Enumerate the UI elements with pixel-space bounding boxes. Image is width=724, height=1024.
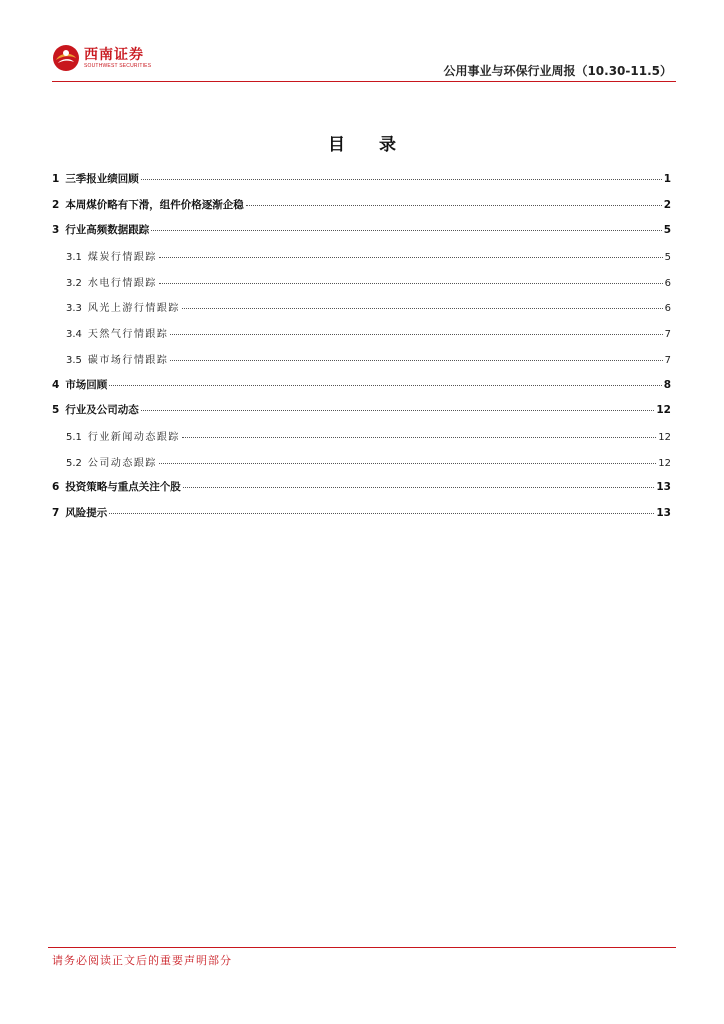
toc-dot-leader	[141, 179, 662, 180]
toc-item-number: 5.1	[66, 431, 82, 443]
toc-item[interactable]	[52, 479, 671, 505]
toc-item-page-number: 5	[663, 224, 671, 237]
toc-item-number: 3.1	[66, 252, 82, 264]
toc-item[interactable]	[52, 197, 671, 223]
toc-dot-leader	[170, 360, 662, 361]
toc-item-page-number: 7	[664, 354, 671, 366]
toc-item-page-number: 1	[663, 173, 671, 185]
toc-item-number: 3.4	[66, 329, 82, 341]
toc-item[interactable]	[52, 248, 671, 274]
toc-dot-leader	[159, 463, 656, 464]
toc-item-number: 1	[52, 173, 60, 185]
toc-item-title: 碳市场行情跟踪	[87, 354, 169, 366]
toc-item[interactable]	[52, 377, 671, 403]
company-logo	[52, 44, 151, 72]
toc-item-number: 3.3	[66, 303, 82, 315]
toc-item-number: 2	[52, 198, 60, 211]
toc-item-title: 风光上游行情跟踪	[87, 303, 180, 315]
toc-dot-leader	[159, 283, 663, 284]
toc-item-page-number: 8	[663, 378, 671, 391]
toc-dot-leader	[159, 257, 663, 258]
toc-dot-leader	[151, 230, 661, 231]
toc-item-number: 4	[52, 378, 60, 391]
toc-item-number: 7	[52, 506, 60, 519]
toc-item-title: 投资策略与重点关注个股	[65, 481, 181, 494]
toc-item-title: 行业新闻动态跟踪	[87, 431, 180, 443]
toc-item[interactable]	[52, 351, 671, 377]
toc-heading: 目 录	[328, 135, 410, 155]
toc-item-page-number: 6	[664, 277, 671, 289]
toc-dot-leader	[170, 334, 662, 335]
toc-item[interactable]	[52, 171, 671, 197]
toc-item-title: 三季报业绩回顾	[65, 173, 139, 185]
toc-item-page-number: 5	[664, 252, 671, 264]
toc-dot-leader	[182, 437, 656, 438]
toc-item-page-number: 6	[664, 303, 671, 315]
toc-item-page-number: 13	[656, 481, 671, 494]
toc-item[interactable]	[52, 428, 671, 454]
toc-item-title: 市场回顾	[65, 378, 108, 391]
toc-item[interactable]	[52, 299, 671, 325]
toc-item-number: 6	[52, 481, 60, 494]
toc-item-page-number: 12	[658, 457, 671, 469]
footer-disclaimer: 请务必阅读正文后的重要声明部分	[52, 954, 232, 967]
toc-item-number: 3.2	[66, 277, 82, 289]
toc-dot-leader	[109, 513, 654, 514]
toc-item[interactable]	[52, 274, 671, 300]
toc-item-title: 行业高频数据跟踪	[65, 224, 150, 237]
toc-item-page-number: 2	[663, 198, 671, 211]
toc-item-page-number: 7	[664, 329, 671, 341]
toc-dot-leader	[141, 410, 655, 411]
toc-item-page-number: 12	[658, 431, 671, 443]
toc-dot-leader	[182, 308, 663, 309]
toc-item-title: 风险提示	[65, 506, 108, 519]
toc-item[interactable]	[52, 325, 671, 351]
toc-item-number: 5	[52, 404, 60, 417]
toc-item[interactable]	[52, 222, 671, 248]
toc-item-title: 水电行情跟踪	[87, 277, 157, 289]
toc-item[interactable]	[52, 402, 671, 428]
toc-item-title: 煤炭行情跟踪	[87, 252, 157, 264]
table-of-contents	[52, 171, 671, 531]
toc-item[interactable]	[52, 505, 671, 531]
footer-divider	[48, 947, 676, 948]
toc-item-title: 公司动态跟踪	[87, 457, 157, 469]
southwest-securities-logo-icon	[52, 44, 80, 72]
logo-chinese-name: 西南证券	[84, 46, 144, 63]
toc-item[interactable]	[52, 454, 671, 480]
toc-dot-leader	[183, 487, 655, 488]
report-title: 公用事业与环保行业周报（10.30-11.5）	[443, 64, 672, 78]
toc-item-number: 3.5	[66, 354, 82, 366]
toc-item-number: 3	[52, 224, 60, 237]
toc-item-title: 本周煤价略有下滑，组件价格逐渐企稳	[65, 198, 244, 211]
toc-item-title: 行业及公司动态	[65, 404, 139, 417]
toc-item-title: 天然气行情跟踪	[87, 329, 169, 341]
toc-item-page-number: 12	[656, 404, 671, 417]
toc-item-number: 5.2	[66, 457, 82, 469]
header-divider	[52, 81, 676, 82]
logo-english-name: SOUTHWEST SECURITIES	[84, 62, 152, 69]
toc-dot-leader	[246, 205, 662, 206]
toc-item-page-number: 13	[656, 506, 671, 519]
toc-dot-leader	[109, 385, 661, 386]
